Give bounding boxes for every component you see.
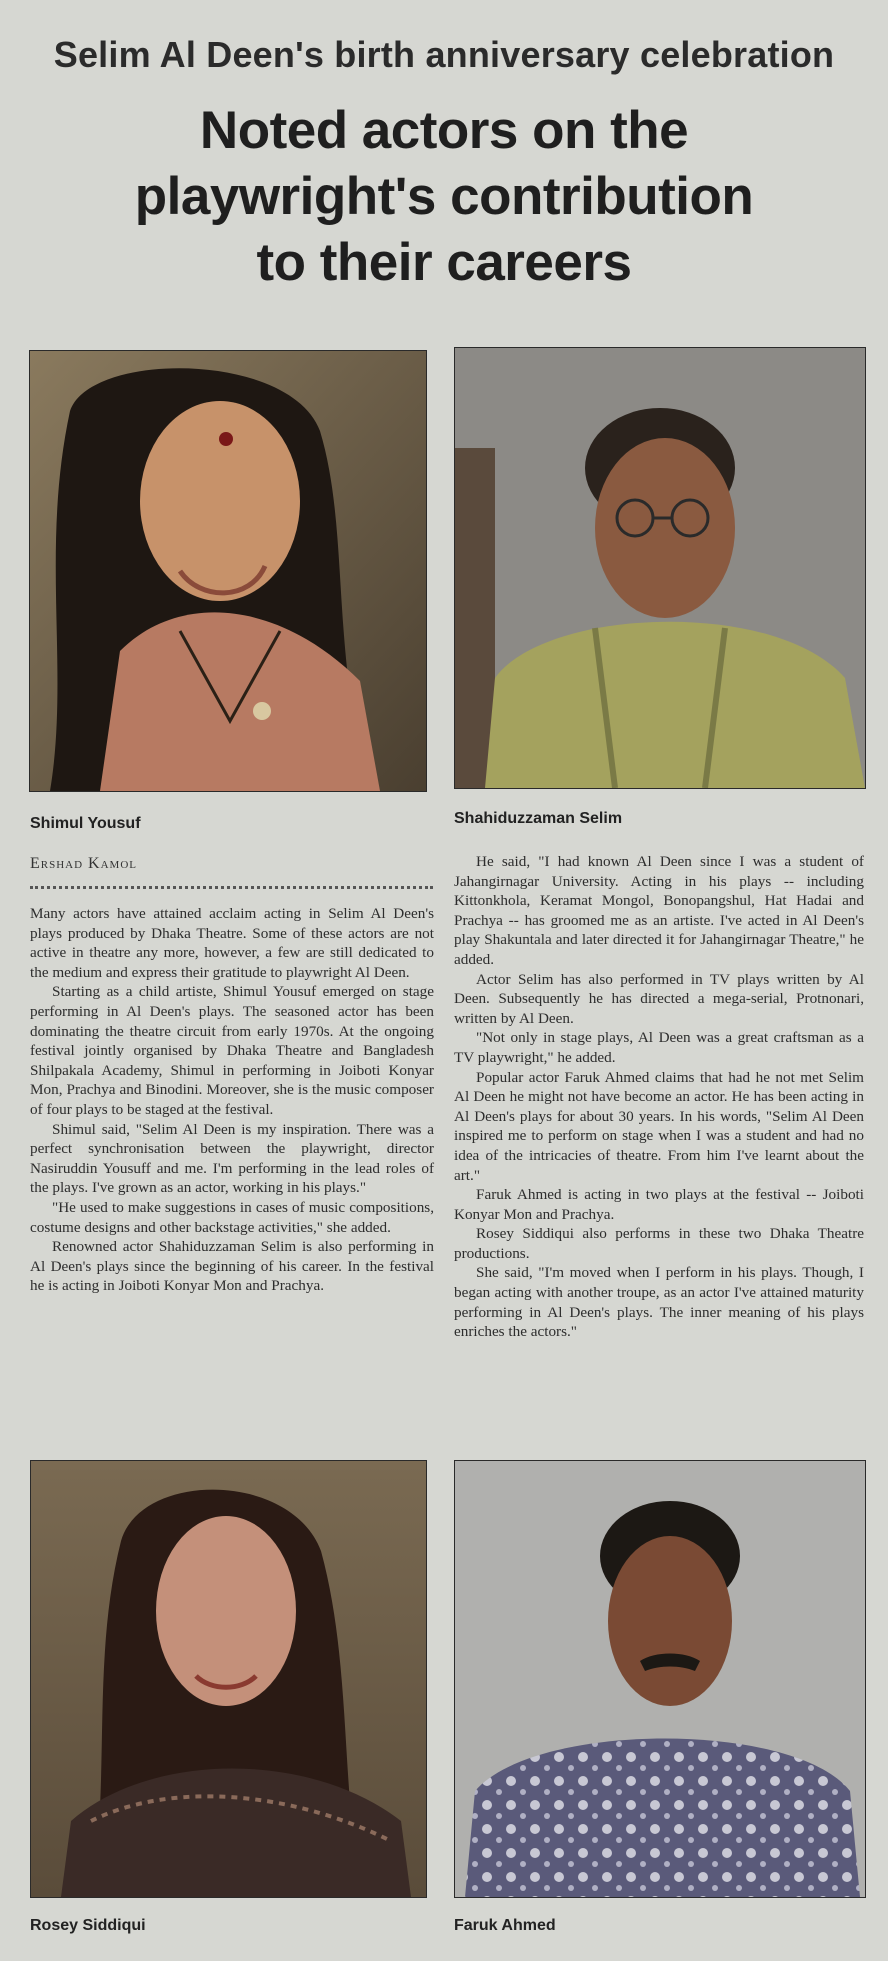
paragraph: Shimul said, "Selim Al Deen is my inspiration. There was a perfect synchronisation between the playwright, director Nasiruddin Yousuff and me. I'm performing in the lead roles of the plays. I've grown as an actor, working in his plays.": [30, 1120, 434, 1197]
photo-caption: Faruk Ahmed: [454, 1917, 556, 1934]
paragraph: Many actors have attained acclaim acting in Selim Al Deen's plays produced by Dhaka Theatre. Some of these actors are not active in theatre any more, however, a few are still dedicated to the medium and express their gratitude to playwright Al Deen.: [30, 905, 434, 981]
portrait-image: [455, 348, 865, 788]
photo-faruk-ahmed: [454, 1460, 866, 1898]
headline-line: playwright's contribution: [134, 167, 754, 226]
portrait-image: [30, 351, 426, 791]
headline-line: Noted actors on the: [199, 101, 689, 160]
photo-caption: Shahiduzzaman Selim: [454, 810, 623, 827]
left-column: [30, 904, 434, 1296]
paragraph: Faruk Ahmed is acting in two plays at the festival -- Joiboti Konyar Mon and Prachya.: [454, 1186, 864, 1223]
headline: [40, 98, 848, 296]
right-column: [454, 852, 864, 1342]
portrait-image: [31, 1461, 426, 1897]
photo-caption: Rosey Siddiqui: [30, 1917, 146, 1934]
kicker: Selim Al Deen's birth anniversary celebration: [53, 34, 835, 75]
paragraph: Rosey Siddiqui also performs in these two Dhaka Theatre productions.: [454, 1225, 864, 1262]
portrait-image: [455, 1461, 865, 1897]
photo-shimul-yousuf: [29, 350, 427, 792]
paragraph: Starting as a child artiste, Shimul Yousuf emerged on stage performing in Al Deen's plays. The seasoned actor has been dominating the theatre circuit from early 1970s. At the ongoing festival jointly organised by Dhaka Theatre and Bangladesh Shilpakala Academy, Shimul in performing in Joiboti Konyar Mon, Prachya and Binodini. Moreover, she is the music composer of four plays to be staged at the festival.: [30, 983, 434, 1118]
paragraph: Popular actor Faruk Ahmed claims that had he not met Selim Al Deen he might not have become an actor. He has been acting in Al Deen's plays for about 30 years. In his words, "Selim Al Deen inspired me to perform on stage when I was a student and had no idea of the intricacies of theatre. From him I've learnt about the art.": [454, 1068, 864, 1184]
paragraph: "Not only in stage plays, Al Deen was a great craftsman as a TV playwright," he added.: [454, 1029, 864, 1066]
paragraph: "He used to make suggestions in cases of music compositions, costume designs and other backstage activities," she added.: [30, 1198, 434, 1236]
headline-line: to their careers: [256, 233, 632, 292]
paragraph: Renowned actor Shahiduzzaman Selim is also performing in Al Deen's plays since the beginning of his career. In the festival he is acting in Joiboti Konyar Mon and Prachya.: [30, 1238, 434, 1295]
dotted-divider: [30, 886, 433, 889]
photo-caption: Shimul Yousuf: [30, 815, 141, 832]
byline: Ershad Kamol: [30, 855, 138, 872]
photo-shahiduzzaman-selim: [454, 347, 866, 789]
paragraph: She said, "I'm moved when I perform in his plays. Though, I began acting with another troupe, as an actor I've attained maturity performing in Al Deen's plays. The inner meaning of his plays enriches the actors.": [454, 1264, 864, 1341]
paragraph: He said, "I had known Al Deen since I was a student of Jahangirnagar University. Acting in his plays -- including Kittonkhola, Keramat Mongol, Bonopangshul, Hat Hadai and Prachya -- has groomed me as an artiste. I've acted in Al Deen's play Shakuntala and later directed it for Jahangirnagar Theatre," he added.: [454, 853, 864, 968]
paragraph: Actor Selim has also performed in TV plays written by Al Deen. Subsequently he has directed a mega-serial, Protnonari, written by Al Deen.: [454, 970, 864, 1027]
photo-rosey-siddiqui: [30, 1460, 427, 1898]
